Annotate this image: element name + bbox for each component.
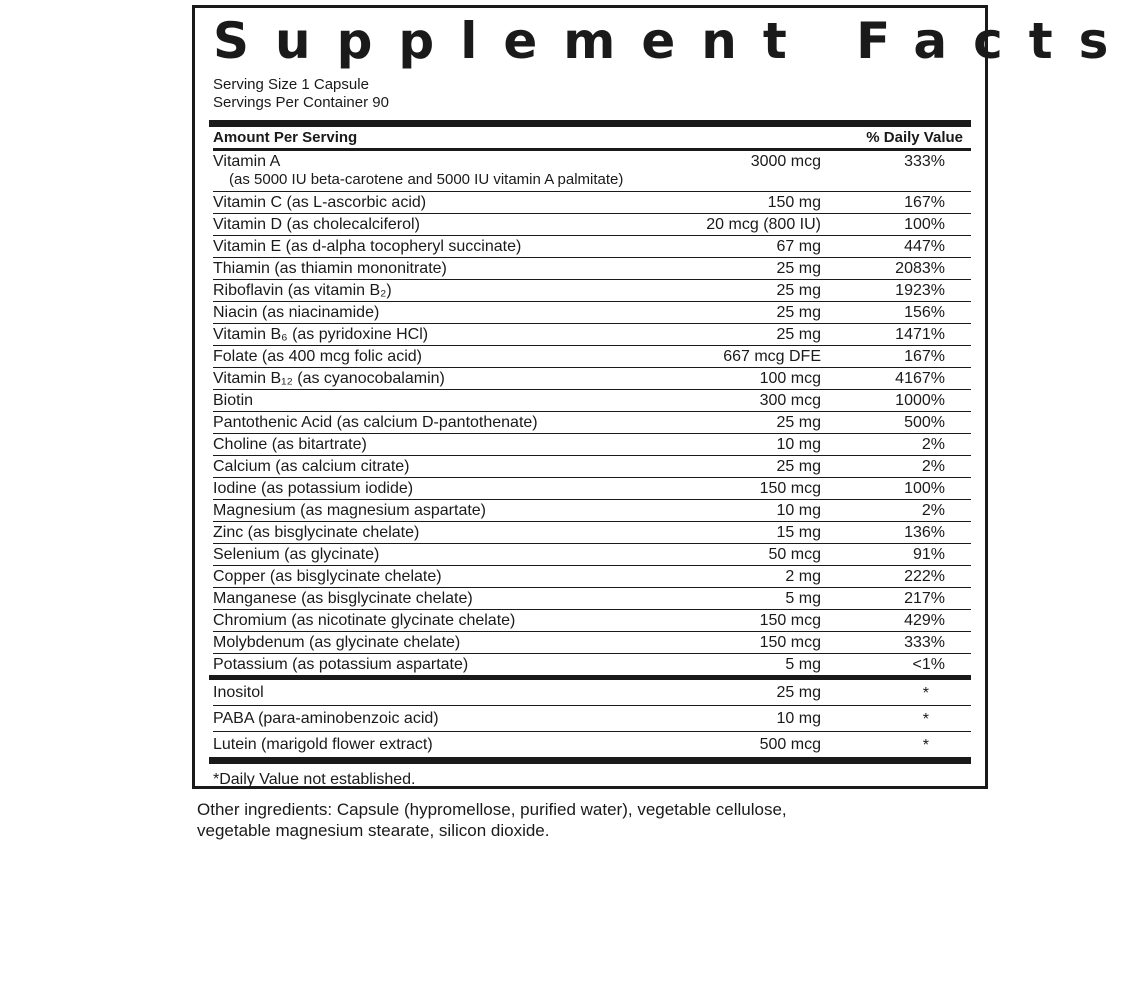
nutrient-amount: 3000 mcg bbox=[750, 153, 821, 170]
nutrient-name: Riboflavin (as vitamin B₂) bbox=[213, 282, 392, 299]
table-row bbox=[213, 346, 971, 368]
nutrient-amount: 10 mg bbox=[776, 710, 821, 727]
table-row bbox=[213, 412, 971, 434]
nutrient-name: Lutein (marigold flower extract) bbox=[213, 736, 433, 753]
table-row bbox=[213, 588, 971, 610]
nutrient-source: (as 5000 IU beta-carotene and 5000 IU vitamin A palmitate) bbox=[229, 171, 624, 188]
nutrient-daily-value: 222% bbox=[904, 568, 945, 585]
nutrient-name: Selenium (as glycinate) bbox=[213, 546, 380, 563]
nutrient-amount: 25 mg bbox=[776, 326, 821, 343]
table-row bbox=[213, 324, 971, 346]
nutrient-daily-value: 136% bbox=[904, 524, 945, 541]
nutrient-amount: 667 mcg DFE bbox=[723, 348, 821, 365]
nutrient-name: Copper (as bisglycinate chelate) bbox=[213, 568, 442, 585]
table-row bbox=[213, 522, 971, 544]
nutrient-amount: 150 mcg bbox=[759, 634, 821, 651]
nutrient-daily-value: <1% bbox=[912, 656, 945, 673]
nutrient-amount: 2 mg bbox=[785, 568, 821, 585]
nutrient-name: Folate (as 400 mcg folic acid) bbox=[213, 348, 422, 365]
nutrient-amount: 150 mcg bbox=[759, 612, 821, 629]
table-row bbox=[213, 478, 971, 500]
amount-per-serving-header: Amount Per Serving bbox=[213, 129, 358, 146]
nutrient-name: Vitamin A bbox=[213, 153, 281, 170]
nutrient-name: Vitamin C (as L-ascorbic acid) bbox=[213, 194, 427, 211]
nutrient-name: Potassium (as potassium aspartate) bbox=[213, 656, 469, 673]
other-nutrient-table bbox=[213, 680, 971, 757]
nutrient-amount: 25 mg bbox=[776, 684, 821, 701]
nutrient-name: Thiamin (as thiamin mononitrate) bbox=[213, 260, 447, 277]
nutrient-daily-value: 2% bbox=[921, 502, 945, 519]
table-row bbox=[213, 544, 971, 566]
nutrient-name: Magnesium (as magnesium aspartate) bbox=[213, 502, 487, 519]
table-row bbox=[213, 302, 971, 324]
table-row bbox=[213, 151, 971, 192]
nutrient-name: Inositol bbox=[213, 684, 264, 701]
nutrient-daily-value: 167% bbox=[904, 194, 945, 211]
nutrient-name: Iodine (as potassium iodide) bbox=[213, 480, 414, 497]
nutrient-amount: 25 mg bbox=[776, 304, 821, 321]
nutrient-amount: 10 mg bbox=[776, 436, 821, 453]
thick-divider bbox=[209, 120, 971, 127]
other-ingredients: Other ingredients: Capsule (hypromellose, purified water), vegetable cellulose, vegetable magnesium stearate, silicon dioxide. bbox=[197, 800, 787, 840]
nutrient-daily-value: 500% bbox=[904, 414, 945, 431]
nutrient-name: Vitamin B₆ (as pyridoxine HCl) bbox=[213, 326, 429, 343]
nutrient-daily-value: 156% bbox=[904, 304, 945, 321]
table-row bbox=[213, 456, 971, 478]
panel-title: Supplement Facts bbox=[213, 12, 1134, 70]
table-row bbox=[213, 214, 971, 236]
nutrient-daily-value: 2083% bbox=[895, 260, 945, 277]
table-row bbox=[213, 390, 971, 412]
daily-value-header: % Daily Value bbox=[866, 129, 963, 146]
supplement-facts-panel bbox=[192, 5, 1134, 789]
nutrient-daily-value: 333% bbox=[904, 634, 945, 651]
nutrient-daily-value: 4167% bbox=[895, 370, 945, 387]
table-row bbox=[213, 566, 971, 588]
nutrient-daily-value: 447% bbox=[904, 238, 945, 255]
nutrient-name: Vitamin B₁₂ (as cyanocobalamin) bbox=[213, 370, 445, 387]
serving-info bbox=[213, 76, 985, 112]
nutrient-daily-value: 1471% bbox=[895, 326, 945, 343]
nutrient-amount: 100 mcg bbox=[759, 370, 821, 387]
nutrient-name: Chromium (as nicotinate glycinate chelate) bbox=[213, 612, 516, 629]
table-row bbox=[213, 500, 971, 522]
nutrient-daily-value: 2% bbox=[921, 436, 945, 453]
table-row bbox=[213, 258, 971, 280]
nutrient-daily-value: 1000% bbox=[895, 392, 945, 409]
nutrient-name: Pantothenic Acid (as calcium D-pantothenate) bbox=[213, 414, 538, 431]
footnote: *Daily Value not established. bbox=[213, 771, 416, 788]
nutrient-name: Zinc (as bisglycinate chelate) bbox=[213, 524, 420, 541]
nutrient-daily-value: * bbox=[922, 711, 929, 728]
table-row bbox=[213, 680, 971, 706]
table-row bbox=[213, 192, 971, 214]
nutrient-daily-value: 333% bbox=[904, 153, 945, 170]
nutrient-daily-value: 429% bbox=[904, 612, 945, 629]
table-row bbox=[213, 368, 971, 390]
nutrient-name: Choline (as bitartrate) bbox=[213, 436, 367, 453]
nutrient-amount: 5 mg bbox=[785, 590, 821, 607]
nutrient-amount: 150 mcg bbox=[759, 480, 821, 497]
nutrient-amount: 20 mcg (800 IU) bbox=[706, 216, 821, 233]
nutrient-amount: 25 mg bbox=[776, 282, 821, 299]
nutrient-name: Vitamin D (as cholecalciferol) bbox=[213, 216, 420, 233]
nutrient-name: Manganese (as bisglycinate chelate) bbox=[213, 590, 473, 607]
nutrient-amount: 25 mg bbox=[776, 414, 821, 431]
bottom-divider bbox=[209, 757, 971, 764]
nutrient-amount: 50 mcg bbox=[768, 546, 821, 563]
nutrient-daily-value: 100% bbox=[904, 216, 945, 233]
table-row bbox=[213, 434, 971, 456]
nutrient-amount: 25 mg bbox=[776, 260, 821, 277]
nutrient-daily-value: 167% bbox=[904, 348, 945, 365]
nutrient-daily-value: 2% bbox=[921, 458, 945, 475]
nutrient-name: Calcium (as calcium citrate) bbox=[213, 458, 410, 475]
table-row bbox=[213, 280, 971, 302]
nutrient-amount: 300 mcg bbox=[759, 392, 821, 409]
nutrient-amount: 150 mg bbox=[767, 194, 821, 211]
nutrient-name: Biotin bbox=[213, 392, 254, 409]
servings-per-container: Servings Per Container 90 bbox=[213, 94, 389, 111]
nutrient-daily-value: 91% bbox=[912, 546, 945, 563]
table-row bbox=[213, 732, 971, 757]
nutrient-amount: 5 mg bbox=[785, 656, 821, 673]
table-header bbox=[213, 127, 971, 151]
table-row bbox=[213, 706, 971, 732]
table-row bbox=[213, 654, 971, 675]
nutrient-table bbox=[213, 151, 971, 675]
nutrient-name: Molybdenum (as glycinate chelate) bbox=[213, 634, 461, 651]
table-row bbox=[213, 236, 971, 258]
nutrient-amount: 67 mg bbox=[776, 238, 821, 255]
nutrient-daily-value: 1923% bbox=[895, 282, 945, 299]
serving-size: Serving Size 1 Capsule bbox=[213, 76, 369, 93]
nutrient-name: PABA (para-aminobenzoic acid) bbox=[213, 710, 439, 727]
nutrient-name: Niacin (as niacinamide) bbox=[213, 304, 380, 321]
nutrient-amount: 15 mg bbox=[776, 524, 821, 541]
nutrient-amount: 10 mg bbox=[776, 502, 821, 519]
nutrient-daily-value: 100% bbox=[904, 480, 945, 497]
nutrient-name: Vitamin E (as d-alpha tocopheryl succinate) bbox=[213, 238, 522, 255]
table-row bbox=[213, 610, 971, 632]
table-row bbox=[213, 632, 971, 654]
nutrient-amount: 25 mg bbox=[776, 458, 821, 475]
nutrient-amount: 500 mcg bbox=[759, 736, 821, 753]
nutrient-daily-value: 217% bbox=[904, 590, 945, 607]
nutrient-daily-value: * bbox=[922, 685, 929, 702]
nutrient-daily-value: * bbox=[922, 737, 929, 754]
